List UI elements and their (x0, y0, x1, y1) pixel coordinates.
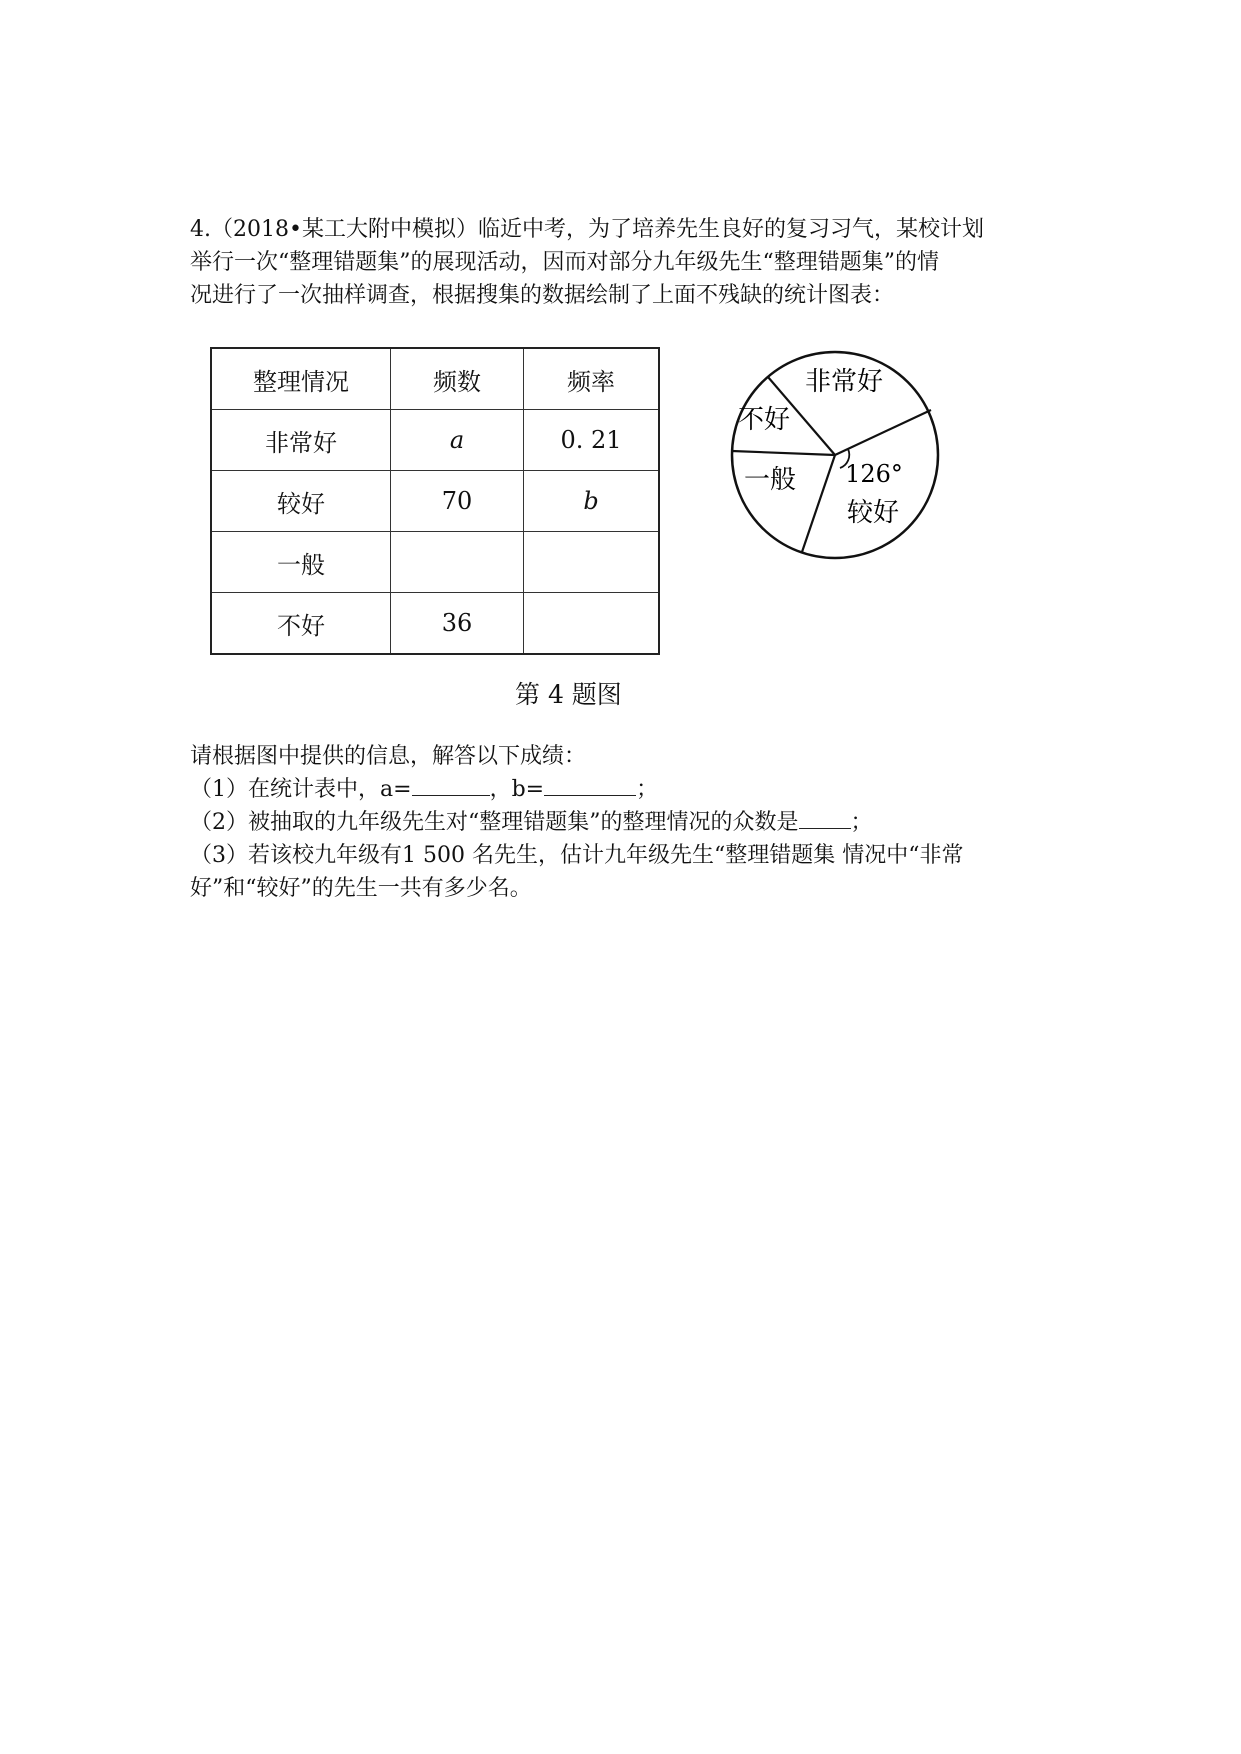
pie-label-not-good: 不好 (737, 405, 791, 435)
table-cell: 36 (391, 593, 524, 655)
table-cell: 非常好 (211, 410, 391, 471)
question-1-separator: ，b= (489, 777, 545, 802)
question-instructions (190, 740, 1070, 905)
table-cell: 70 (391, 471, 524, 532)
table-cell: 0. 21 (524, 410, 660, 471)
question-line-3: 况进行了一次抽样调查，根据搜集的数据绘制了上面不残缺的统计图表： (190, 283, 895, 308)
header-cell-frequency-count: 频数 (391, 348, 524, 410)
header-cell-frequency-rate: 频率 (524, 348, 660, 410)
answer-blank-a[interactable] (412, 773, 490, 796)
table-cell: 一般 (211, 532, 391, 593)
table-cell: a (391, 410, 524, 471)
question-1 (190, 773, 1070, 806)
pie-label-good: 较好 (846, 498, 900, 528)
table-row (211, 593, 659, 655)
question-3-line-1: （3）若该校九年级有1 500 名先生，估计九年级先生“整理错题集 情况中“非常 (190, 843, 964, 868)
answer-blank-b[interactable] (544, 773, 636, 796)
table-row (211, 532, 659, 593)
instructions-intro: 请根据图中提供的信息，解答以下成绩： (190, 744, 587, 769)
question-3-line-2: 好”和“较好”的先生一共有多少名。 (190, 876, 532, 901)
pie-label-very-good: 非常好 (804, 367, 884, 397)
table-cell (524, 532, 660, 593)
answer-blank-mode[interactable] (799, 806, 851, 829)
header-cell-condition: 整理情况 (211, 348, 391, 410)
question-1-text: （1）在统计表中，a= (190, 777, 412, 802)
table-cell (391, 532, 524, 593)
pie-chart (720, 340, 950, 570)
table-cell: 不好 (211, 593, 391, 655)
table-row (211, 471, 659, 532)
pie-label-average: 一般 (743, 465, 797, 495)
question-2 (190, 806, 1070, 839)
question-stem (190, 213, 1070, 312)
table-cell (524, 593, 660, 655)
table-header-row (211, 348, 659, 410)
figure-caption: 第 4 题图 (515, 680, 622, 709)
table-cell: b (524, 471, 660, 532)
table-row (211, 410, 659, 471)
table-cell: 较好 (211, 471, 391, 532)
frequency-table (210, 347, 660, 655)
question-line-2: 举行一次“整理错题集”的展现活动，因而对部分九年级先生“整理错题集”的情 (190, 250, 939, 275)
question-1-end: ； (636, 777, 659, 802)
question-line-1: 4.（2018•某工大附中模拟）临近中考，为了培养先生良好的复习习气，某校计划 (190, 217, 984, 242)
question-2-end: ； (850, 810, 873, 835)
pie-label-good-angle: 126° (845, 460, 903, 488)
question-2-text: （2）被抽取的九年级先生对“整理错题集”的整理情况的众数是 (190, 810, 799, 835)
